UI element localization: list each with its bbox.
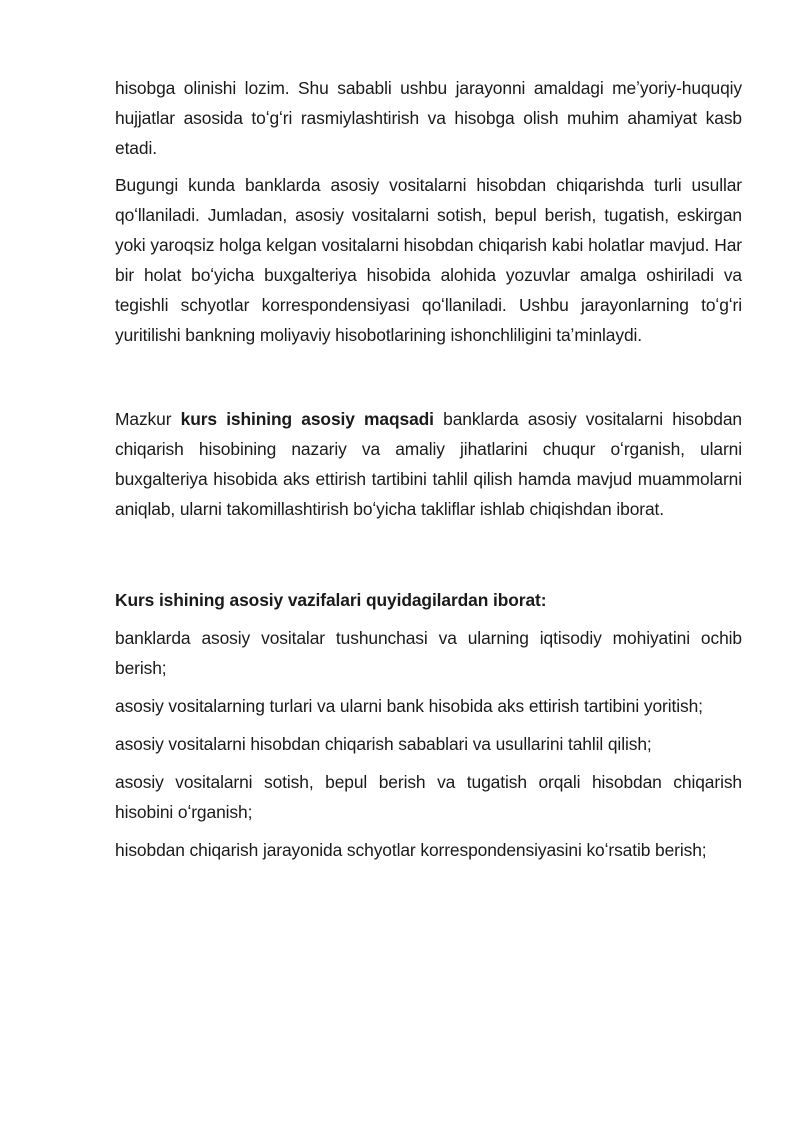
task-item: banklarda asosiy vositalar tushunchasi va ularning iqtisodiy mohiyatini ochib berish;: [115, 628, 742, 678]
paragraph-aim-emphasis: kurs ishining asosiy maqsadi: [180, 409, 434, 429]
paragraph-intro-continuation: hisobga olinishi lozim. Shu sababli ushbu jarayonni amaldagi meʼyoriy-huquqiy hujjatlar asosida toʻgʻri rasmiylashtirish va hisobga olish muhim ahamiyat kasb etadi.: [115, 78, 742, 158]
task-item: asosiy vositalarning turlari va ularni bank hisobida aks ettirish tartibini yoritish;: [115, 696, 703, 716]
paragraph-aim: [115, 404, 742, 524]
paragraph-aim-end: banklarda asosiy vositalarni hisobdan chiqarish hisobining nazariy va amaliy jihatlarini chuqur oʻrganish, ularni buxgalteriya hisobida aks ettirish tartibini tahlil qilish hamda mavjud muammolarni aniqlab, ularni takomillashtirish boʻyicha takliflar ishlab chiqishdan iborat.: [115, 409, 742, 519]
paragraph-methods: Bugungi kunda banklarda asosiy vositalarni hisobdan chiqarishda turli usullar qoʻllaniladi. Jumladan, asosiy vositalarni sotish, bepul berish, tugatish, eskirgan yoki yaroqsiz holga kelgan vositalarni hisobdan chiqarish kabi holatlar mavjud. Har bir holat boʻyicha buxgalteriya hisobida alohida yozuvlar amalga oshiriladi va tegishli schyotlar korrespondensiyasi qoʻllaniladi. Ushbu jarayonlarning toʻgʻri yuritilishi bankning moliyaviy hisobotlarining ishonchliligini taʼminlaydi.: [115, 175, 742, 345]
task-item: hisobdan chiqarish jarayonida schyotlar korrespondensiyasini koʻrsatib berish;: [115, 840, 707, 860]
paragraph-spacer: [115, 531, 742, 585]
tasks-heading: Kurs ishining asosiy vazifalari quyidagilardan iborat:: [115, 590, 547, 610]
document-page: [115, 73, 742, 873]
task-item: asosiy vositalarni sotish, bepul berish va tugatish orqali hisobdan chiqarish hisobini oʻrganish;: [115, 772, 742, 822]
paragraph-aim-start: Mazkur: [115, 409, 181, 429]
paragraph-spacer: [115, 350, 742, 404]
task-item: asosiy vositalarni hisobdan chiqarish sabablari va usullarini tahlil qilish;: [115, 734, 652, 754]
